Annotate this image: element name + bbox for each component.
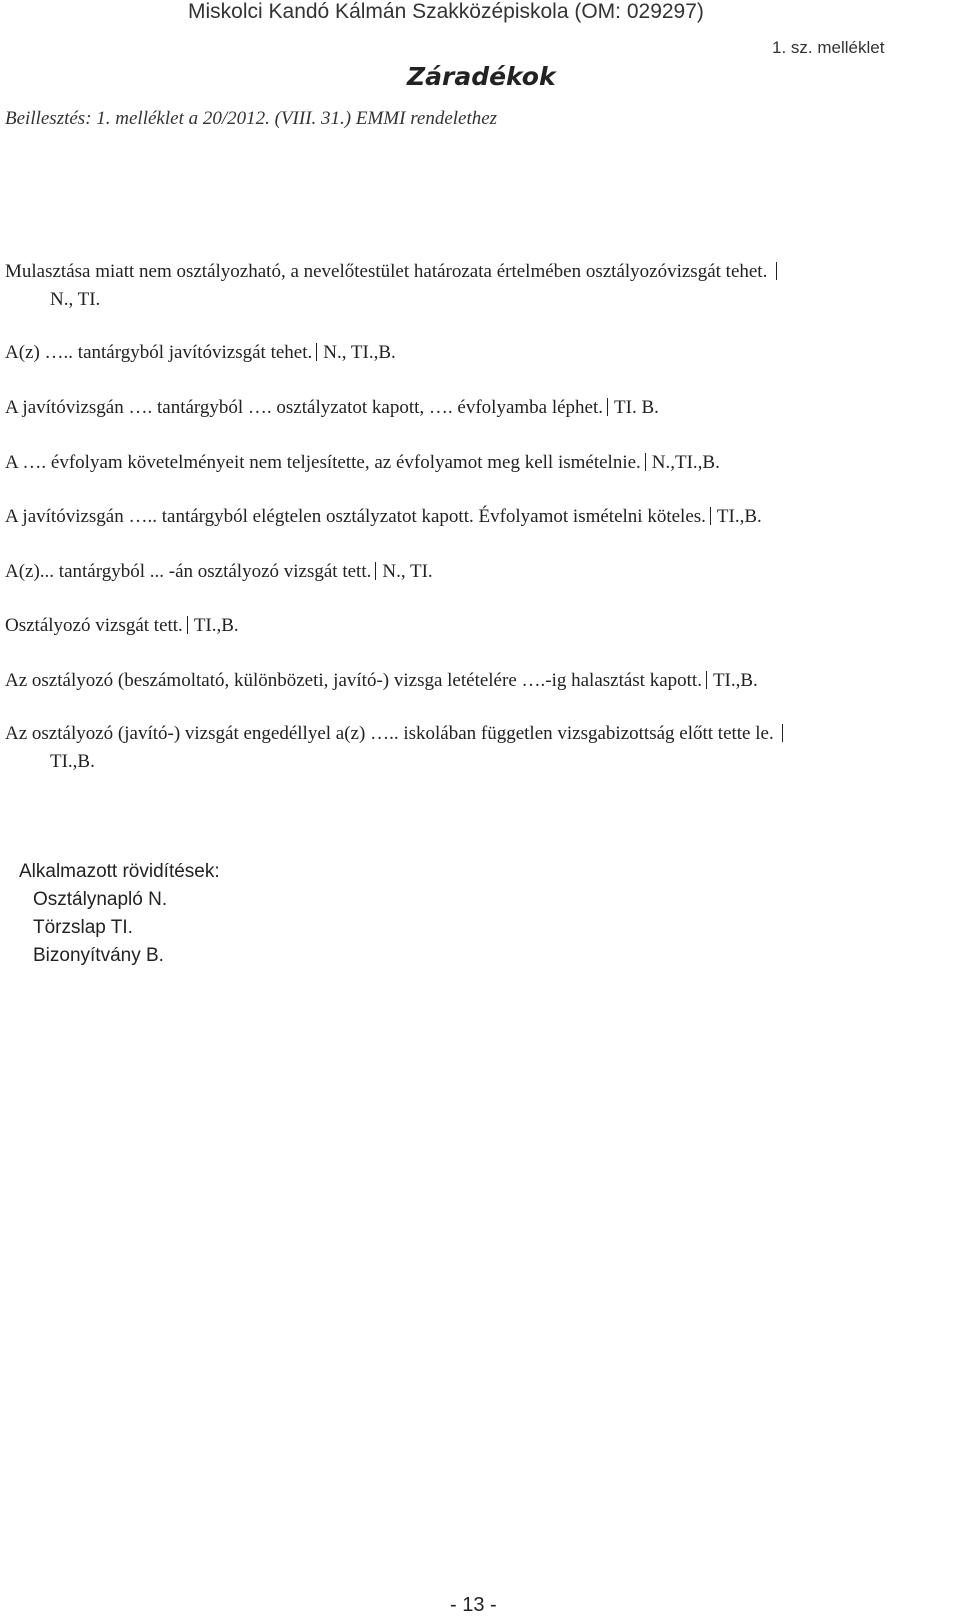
clause-text: Mulasztása miatt nem osztályozható, a nevelőtestület határozata értelmében osztályozóvizsgát tehet.: [5, 261, 768, 282]
clause-text: A(z)... tantárgyból ... -án osztályozó vizsgát tett.: [5, 561, 372, 582]
clause-abbr: N., TI.: [382, 561, 433, 582]
abbreviations-block: [19, 858, 220, 970]
clause-abbr: TI.,B.: [50, 751, 95, 772]
clause-text: A(z) ….. tantárgyból javítóvizsgát tehet.: [5, 342, 313, 363]
separator-bar: [607, 398, 608, 416]
clause-abbr: TI.,B.: [193, 615, 239, 636]
separator-bar: [782, 724, 783, 742]
clause-6: [5, 558, 940, 586]
clause-2: [5, 339, 940, 367]
separator-bar: [375, 562, 376, 580]
abbreviation-item: Osztálynapló N.: [33, 889, 168, 910]
clause-8: [5, 667, 940, 695]
clause-4: [5, 449, 940, 477]
clause-text: Osztályozó vizsgát tett.: [5, 615, 183, 636]
clause-abbr: TI.,B.: [716, 506, 762, 527]
clause-text: A javítóvizsgán ….. tantárgyból elégtelen osztályzatot kapott. Évfolyamot ismételni köteles.: [5, 506, 706, 527]
clause-abbr: TI. B.: [614, 397, 659, 418]
abbreviations-heading: Alkalmazott rövidítések:: [19, 861, 220, 882]
annex-label: 1. sz. melléklet: [772, 38, 885, 57]
school-header: Miskolci Kandó Kálmán Szakközépiskola (OM: 029297): [188, 0, 704, 23]
clause-abbr: N., TI.: [50, 289, 101, 310]
separator-bar: [710, 507, 711, 525]
clause-abbr: TI.,B.: [712, 670, 758, 691]
clause-abbr: N., TI.,B.: [323, 342, 396, 363]
clause-text: A …. évfolyam követelményeit nem teljesítette, az évfolyamot meg kell ismételnie.: [5, 452, 641, 473]
separator-bar: [776, 262, 777, 280]
clause-3: [5, 394, 940, 422]
clause-text: Az osztályozó (beszámoltató, különbözeti, javító-) vizsga letételére ….-ig halasztást kapott.: [5, 670, 702, 691]
clause-abbr: N.,TI.,B.: [651, 452, 720, 473]
page-number: - 13 -: [450, 1594, 497, 1616]
clause-text: Az osztályozó (javító-) vizsgát engedéllyel a(z) ….. iskolában független vizsgabizottság előtt tette le.: [5, 723, 774, 744]
clause-9: [5, 720, 940, 776]
page-title: Záradékok: [407, 62, 556, 91]
separator-bar: [645, 453, 646, 471]
separator-bar: [187, 616, 188, 634]
clause-1: [5, 258, 940, 314]
abbreviation-item: Törzslap TI.: [33, 917, 133, 938]
clause-text: A javítóvizsgán …. tantárgyból …. osztályzatot kapott, …. évfolyamba léphet.: [5, 397, 604, 418]
separator-bar: [706, 671, 707, 689]
clause-5: [5, 503, 940, 531]
clause-7: [5, 612, 940, 640]
insertion-note: Beillesztés: 1. melléklet a 20/2012. (VIII. 31.) EMMI rendelethez: [5, 108, 498, 129]
abbreviation-item: Bizonyítvány B.: [33, 945, 164, 966]
separator-bar: [316, 343, 317, 361]
